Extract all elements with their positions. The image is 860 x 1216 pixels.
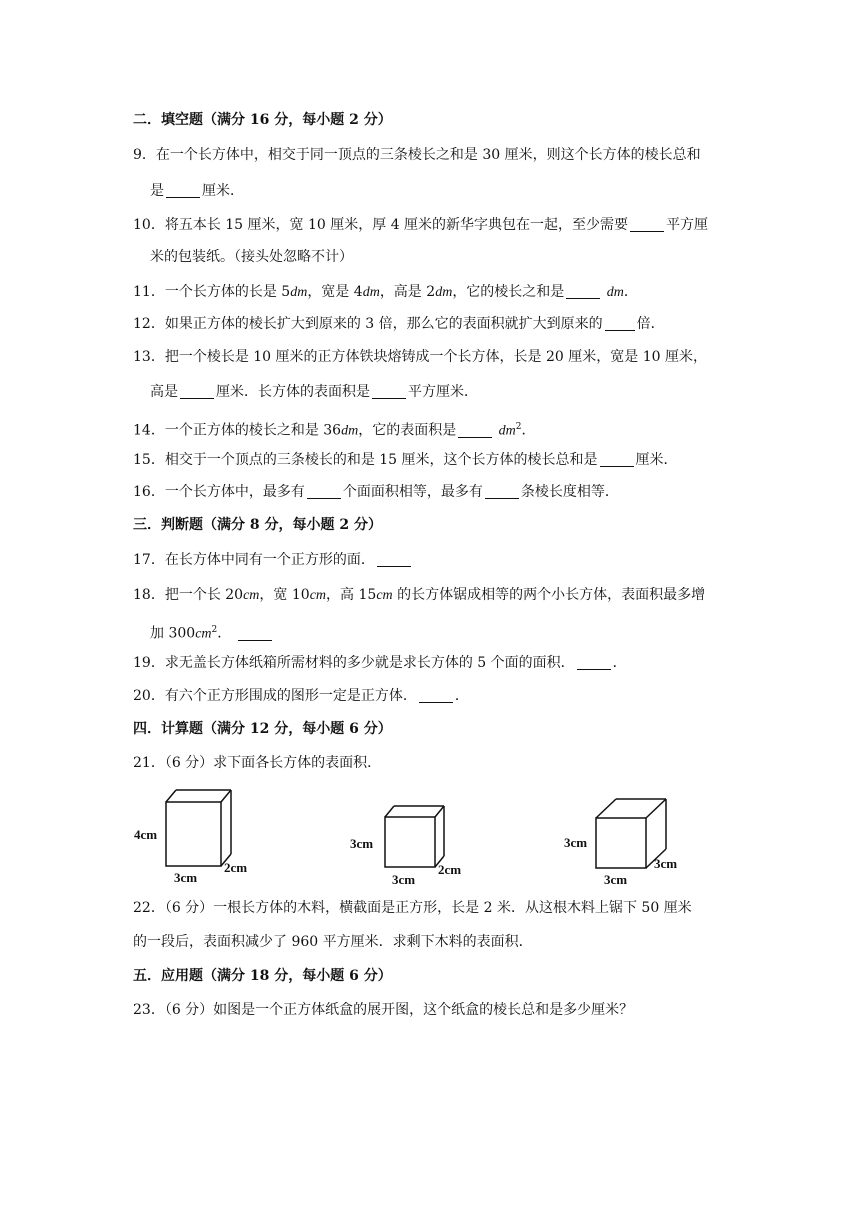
question-9-line2: 是 厘米． (150, 183, 244, 199)
question-13-line1: 13．把一个棱长是 10 厘米的正方体铁块熔铸成一个长方体，长是 20 厘米，宽是 10 厘米， (133, 349, 707, 365)
question-17: 17．在长方体中同有一个正方形的面． (133, 550, 413, 570)
cuboid-figure-2 (385, 806, 444, 867)
section-heading-application: 五．应用题（满分 18 分，每小题 6 分） (133, 968, 392, 984)
answer-blank[interactable] (605, 316, 635, 331)
answer-blank[interactable] (458, 423, 492, 438)
question-14: 14．一个正方体的棱长之和是 36dm，它的表面积是 $dm^2$． (133, 422, 536, 439)
question-13-line2: 高是 厘米．长方体的表面积是 平方厘米． (150, 384, 478, 400)
fig3-height-label: 3cm (564, 835, 588, 850)
fig1-height-label: 4cm (134, 827, 158, 842)
question-19: 19．求无盖长方体纸箱所需材料的多少就是求长方体的 5 个面的面积． ． (133, 655, 627, 671)
answer-blank[interactable] (630, 217, 664, 232)
fig1-depth-label: 2cm (224, 860, 248, 875)
answer-blank[interactable] (566, 284, 600, 299)
answer-blank[interactable] (238, 626, 272, 641)
cuboid-figure-1 (166, 790, 231, 866)
answer-blank[interactable] (419, 688, 453, 703)
question-16: 16．一个长方体中，最多有 个面面积相等，最多有 条棱长度相等． (133, 484, 619, 500)
section-heading-judgment: 三．判断题（满分 8 分，每小题 2 分） (133, 517, 382, 533)
question-18-line1: 18．把一个长 20cm，宽 10cm，高 15cm 的长方体锯成相等的两个小长方体，表面积最多增 (133, 587, 706, 603)
answer-blank[interactable] (600, 452, 634, 467)
answer-blank[interactable] (372, 384, 406, 399)
answer-blank[interactable] (180, 384, 214, 399)
fig2-width-label: 3cm (392, 872, 416, 887)
question-9-line1: 9．在一个长方体中，相交于同一顶点的三条棱长之和是 30 厘米，则这个长方体的棱长总和 (133, 147, 701, 163)
fig2-height-label: 3cm (350, 836, 374, 851)
cuboid-figures (130, 785, 730, 890)
question-18-line2: 加 $300cm^2$． (150, 620, 274, 645)
question-15: 15．相交于一个顶点的三条棱长的和是 15 厘米，这个长方体的棱长总和是 厘米． (133, 452, 678, 468)
fig2-depth-label: 2cm (438, 862, 462, 877)
question-10-line2: 米的包装纸。（接头处忽略不计） (150, 249, 353, 265)
question-21: 21．（6 分）求下面各长方体的表面积． (133, 755, 382, 771)
fig3-depth-label: 3cm (654, 856, 678, 871)
fig1-width-label: 3cm (174, 870, 198, 885)
answer-blank[interactable] (577, 655, 611, 670)
fig3-width-label: 3cm (604, 872, 628, 887)
answer-blank[interactable] (485, 484, 519, 499)
answer-blank[interactable] (166, 183, 200, 198)
question-20: 20．有六个正方形围成的图形一定是正方体． ． (133, 688, 469, 704)
answer-blank[interactable] (377, 552, 411, 567)
question-22-line2: 的一段后，表面积减少了 960 平方厘米．求剩下木料的表面积． (133, 934, 533, 950)
answer-blank[interactable] (307, 484, 341, 499)
section-heading-calculation: 四．计算题（满分 12 分，每小题 6 分） (133, 721, 392, 737)
section-heading-fill-blank: 二．填空题（满分 16 分，每小题 2 分） (133, 112, 392, 128)
question-22-line1: 22．（6 分）一根长方体的木料，横截面是正方形，长是 2 米．从这根木料上锯下 50 厘米 (133, 900, 692, 916)
question-23: 23．（6 分）如图是一个正方体纸盒的展开图，这个纸盒的棱长总和是多少厘米？ (133, 1002, 634, 1018)
question-11: 11．一个长方体的长是 5dm，宽是 4dm，高是 2dm，它的棱长之和是 dm． (133, 284, 638, 300)
question-10-line1: 10．将五本长 15 厘米，宽 10 厘米，厚 4 厘米的新华字典包在一起，至少需要 平方厘 (133, 217, 709, 233)
question-12: 12．如果正方体的棱长扩大到原来的 3 倍，那么它的表面积就扩大到原来的 倍． (133, 316, 665, 332)
